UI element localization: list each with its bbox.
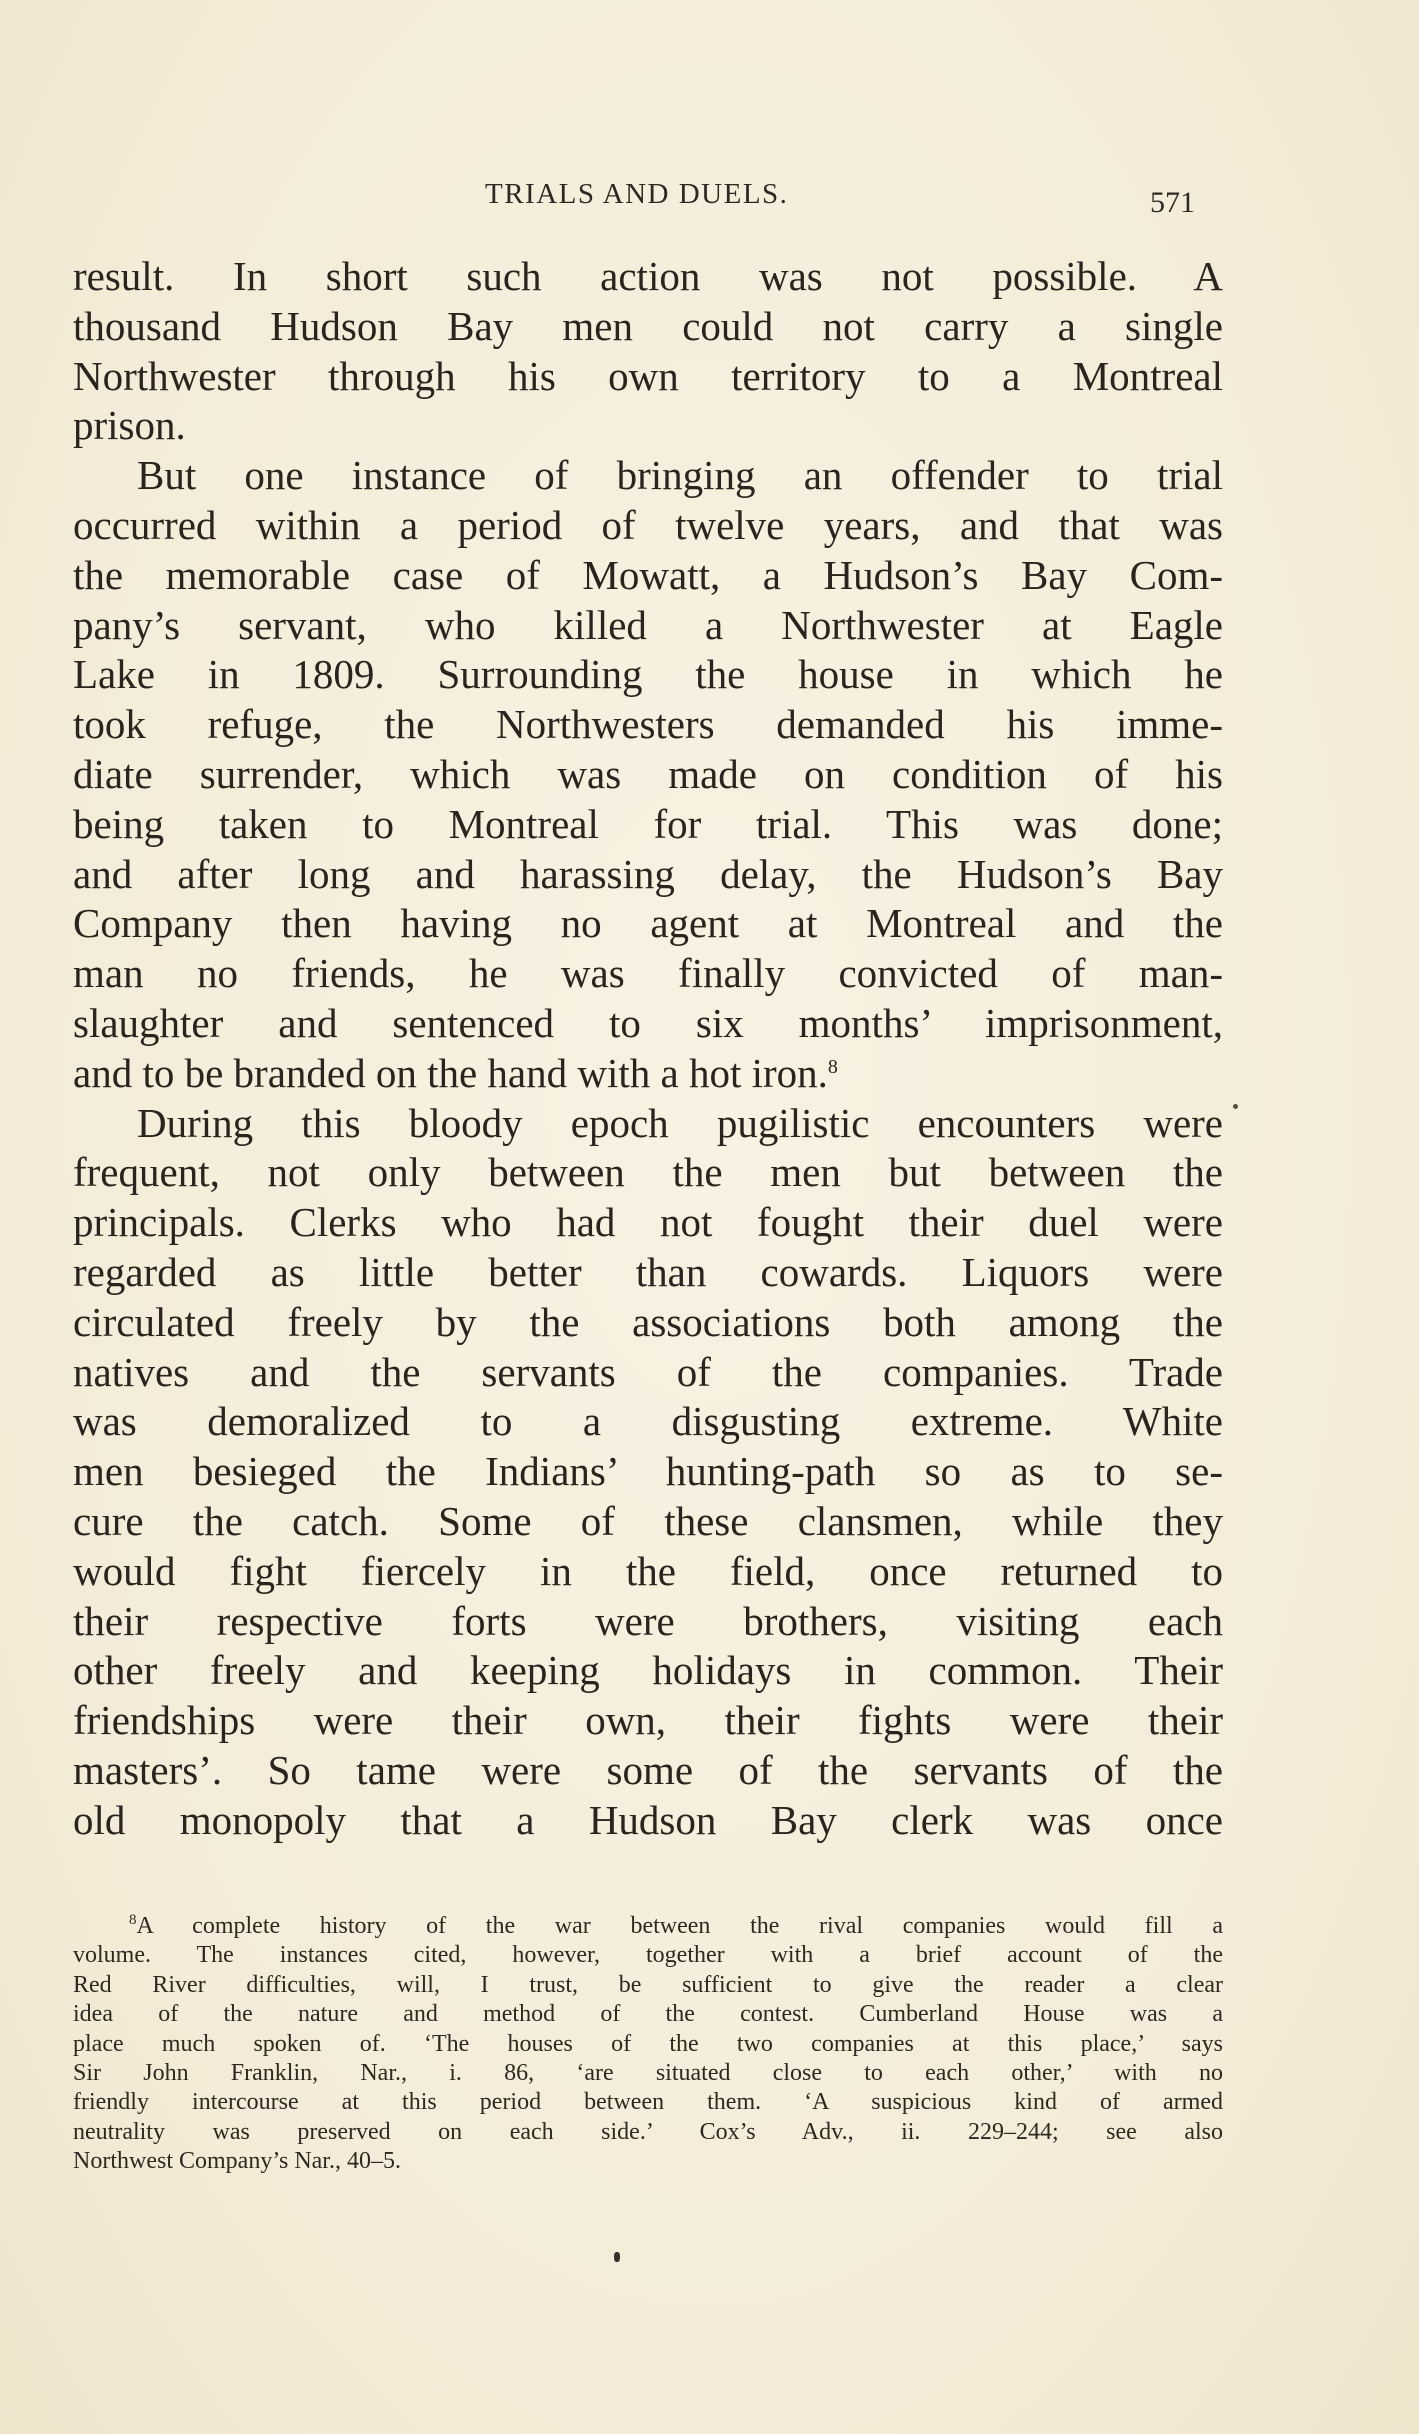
text-line: took refuge, the Northwesters demanded his imme- <box>73 701 1223 748</box>
text-line-content: and to be branded on the hand with a hot iron. <box>73 1049 828 1096</box>
text-line: men besieged the Indians’ hunting-path so as to se- <box>73 1448 1223 1495</box>
text-line: being taken to Montreal for trial. This was done; <box>73 800 1223 847</box>
text-line: occurred within a period of twelve years, and that was <box>73 501 1223 548</box>
text-line: cure the catch. Some of these clansmen, while they <box>73 1497 1223 1544</box>
footnote <box>73 1912 1223 2177</box>
running-head <box>0 178 1419 218</box>
text-line: the memorable case of Mowatt, a Hudson’s Bay Com- <box>73 551 1223 598</box>
text-line: frequent, not only between the men but between the <box>73 1149 1223 1196</box>
page-number: 571 <box>1150 186 1195 219</box>
text-line: Lake in 1809. Surrounding the house in which he <box>73 651 1223 698</box>
text-line: was demoralized to a disgusting extreme. White <box>73 1398 1223 1445</box>
text-line: would fight fiercely in the field, once returned to <box>73 1547 1223 1594</box>
text-line: friendships were their own, their fights were their <box>73 1697 1223 1744</box>
text-line: man no friends, he was finally convicted of man- <box>73 950 1223 997</box>
text-line: natives and the servants of the companies. Trade <box>73 1348 1223 1395</box>
paragraph-start-line: But one instance of bringing an offender to trial <box>137 452 1223 499</box>
text-line: masters’. So tame were some of the servants of the <box>73 1746 1223 1793</box>
text-line: their respective forts were brothers, visiting each <box>73 1597 1223 1644</box>
text-line-with-footnote-ref <box>73 1049 1223 1099</box>
footnote-line: Red River difficulties, will, I trust, be sufficient to give the reader a clear <box>73 1971 1223 1998</box>
text-line: result. In short such action was not possible. A <box>73 253 1223 299</box>
footnote-line-content: A complete history of the war between the rival companies would fill a <box>136 1913 1223 1939</box>
text-line: circulated freely by the associations both among the <box>73 1298 1223 1345</box>
text-line: pany’s servant, who killed a Northwester at Eagle <box>73 601 1223 648</box>
text-line: prison. <box>73 402 186 449</box>
running-title: TRIALS AND DUELS. <box>485 178 789 210</box>
body-text <box>73 252 1223 1846</box>
bottom-speck <box>614 2252 620 2262</box>
text-line: Northwester through his own territory to a Montreal <box>73 352 1223 399</box>
text-line: Company then having no agent at Montreal and the <box>73 900 1223 947</box>
text-line: and after long and harassing delay, the Hudson’s Bay <box>73 850 1223 897</box>
margin-speck <box>1233 1104 1238 1109</box>
footnote-line: Sir John Franklin, Nar., i. 86, ‘are situated close to each other,’ with no <box>73 2059 1223 2086</box>
text-line: old monopoly that a Hudson Bay clerk was once <box>73 1796 1223 1843</box>
paragraph-start-line: During this bloody epoch pugilistic encounters were <box>137 1099 1223 1146</box>
footnote-line: friendly intercourse at this period between them. ‘A suspicious kind of armed <box>73 2089 1223 2116</box>
footnote-reference[interactable]: 8 <box>827 1055 838 1078</box>
footnote-line: idea of the nature and method of the contest. Cumberland House was a <box>73 2001 1223 2028</box>
text-line: diate surrender, which was made on condition of his <box>73 750 1223 797</box>
text-line: thousand Hudson Bay men could not carry a single <box>73 302 1223 349</box>
footnote-line: place much spoken of. ‘The houses of the two companies at this place,’ says <box>73 2030 1223 2057</box>
footnote-number: 8 <box>129 1912 137 1928</box>
footnote-line: volume. The instances cited, however, together with a brief account of the <box>73 1942 1223 1969</box>
footnote-line: neutrality was preserved on each side.’ Cox’s Adv., ii. 229–244; see also <box>73 2118 1223 2145</box>
footnote-line: Northwest Company’s Nar., 40–5. <box>73 2148 401 2175</box>
text-line: principals. Clerks who had not fought their duel were <box>73 1199 1223 1246</box>
footnote-line <box>73 1912 1223 1941</box>
text-line: slaughter and sentenced to six months’ imprisonment, <box>73 999 1223 1046</box>
text-line: other freely and keeping holidays in common. Their <box>73 1647 1223 1694</box>
text-line: regarded as little better than cowards. Liquors were <box>73 1248 1223 1295</box>
